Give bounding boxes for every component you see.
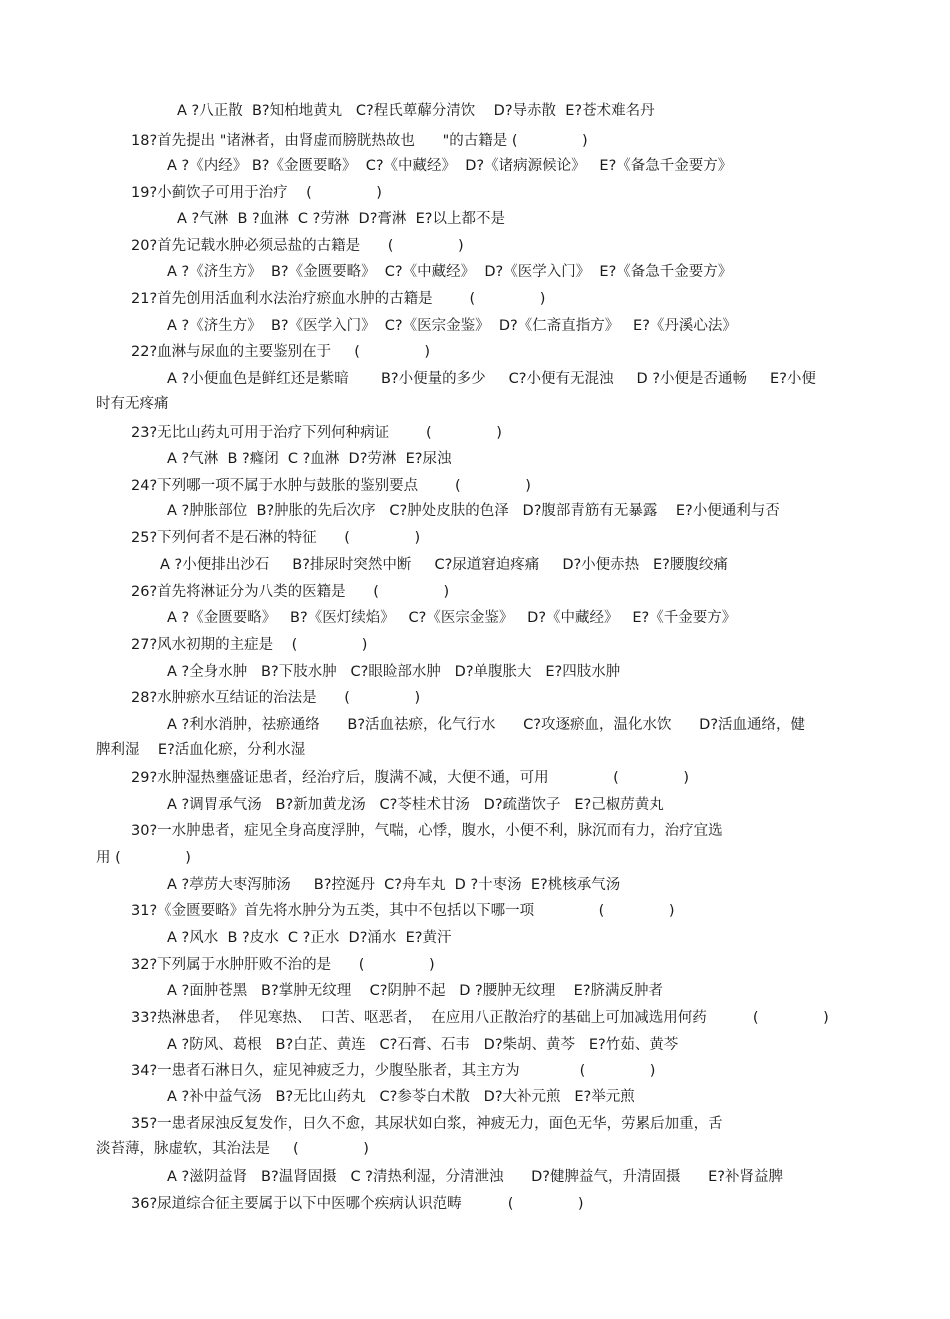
question-35-cont: 淡苔薄，脉虚软，其治法是 ( ) xyxy=(96,1141,369,1157)
question-33-options: A ?防风、葛根 B?白芷、黄连 C?石膏、石韦 D?柴胡、黄芩 E?竹茹、黄芩 xyxy=(167,1037,679,1053)
question-28-options-cont: 脾利湿 E?活血化瘀，分利水湿 xyxy=(96,742,306,758)
question-29: 29?水肿湿热壅盛证患者，经治疗后，腹满不减，大便不通，可用 ( ) xyxy=(131,770,690,786)
question-30-options: A ?葶苈大枣泻肺汤 B?控涎丹 C?舟车丸 D ?十枣汤 E?桃核承气汤 xyxy=(167,877,621,893)
question-22-options: A ?小便血色是鲜红还是紫暗 B?小便量的多少 C?小便有无混浊 D ?小便是否通畅 E?小便 xyxy=(167,371,816,387)
question-33: 33?热淋患者， 伴见寒热、 口苦、呕恶者， 在应用八正散治疗的基础上可加减选用何药 ( ) xyxy=(131,1010,829,1026)
question-18: 18?首先提出 "诸淋者，由肾虚而膀胱热故也 "的古籍是 ( ) xyxy=(131,133,588,149)
question-25-options: A ?小便排出沙石 B?排尿时突然中断 C?尿道窘迫疼痛 D?小便赤热 E?腰腹绞痛 xyxy=(160,557,728,573)
question-24-options: A ?肿胀部位 B?肿胀的先后次序 C?肿处皮肤的色泽 D?腹部青筋有无暴露 E?小便通利与否 xyxy=(167,503,780,519)
question-31: 31?《金匮要略》首先将水肿分为五类，其中不包括以下哪一项 ( ) xyxy=(131,903,675,919)
question-27: 27?风水初期的主症是 ( ) xyxy=(131,637,368,653)
question-26: 26?首先将淋证分为八类的医籍是 ( ) xyxy=(131,584,450,600)
question-17-options: A ?八正散 B?知柏地黄丸 C?程氏萆薢分清饮 D?导赤散 E?苍术难名丹 xyxy=(177,103,655,119)
question-24: 24?下列哪一项不属于水肿与鼓胀的鉴别要点 ( ) xyxy=(131,478,531,494)
question-28: 28?水肿瘀水互结证的治法是 ( ) xyxy=(131,690,421,706)
question-30: 30?一水肿患者，症见全身高度浮肿，气喘，心悸，腹水，小便不利，脉沉而有力，治疗宜选 xyxy=(131,823,723,839)
question-22-options-cont: 时有无疼痛 xyxy=(96,396,169,412)
question-22: 22?血淋与尿血的主要鉴别在于 ( ) xyxy=(131,344,431,360)
question-28-options: A ?利水消肿，祛瘀通络 B?活血祛瘀，化气行水 C?攻逐瘀血，温化水饮 D?活血通络，健 xyxy=(167,717,806,733)
question-31-options: A ?风水 B ?皮水 C ?正水 D?涌水 E?黄汗 xyxy=(167,930,452,946)
question-36: 36?尿道综合征主要属于以下中医哪个疾病认识范畴 ( ) xyxy=(131,1196,584,1212)
question-27-options: A ?全身水肿 B?下肢水肿 C?眼睑部水肿 D?单腹胀大 E?四肢水肿 xyxy=(167,664,621,680)
question-29-options: A ?调胃承气汤 B?新加黄龙汤 C?苓桂术甘汤 D?疏凿饮子 E?己椒苈黄丸 xyxy=(167,797,664,813)
question-32-options: A ?面肿苍黑 B?掌肿无纹理 C?阴肿不起 D ?腰肿无纹理 E?脐满反肿者 xyxy=(167,983,664,999)
question-20: 20?首先记载水肿必须忌盐的古籍是 ( ) xyxy=(131,238,464,254)
question-21: 21?首先创用活血利水法治疗瘀血水肿的古籍是 ( ) xyxy=(131,291,546,307)
question-35-options: A ?滋阴益肾 B?温肾固摄 C ?清热利湿，分清泄浊 D?健脾益气，升清固摄 E?补肾益脾 xyxy=(167,1169,783,1185)
question-34-options: A ?补中益气汤 B?无比山药丸 C?参苓白术散 D?大补元煎 E?举元煎 xyxy=(167,1089,635,1105)
question-30-cont: 用 ( ) xyxy=(96,850,191,866)
question-19-options: A ?气淋 B ?血淋 C ?劳淋 D?膏淋 E?以上都不是 xyxy=(177,211,505,227)
question-25: 25?下列何者不是石淋的特征 ( ) xyxy=(131,530,421,546)
question-35: 35?一患者尿浊反复发作，日久不愈，其尿状如白浆，神疲无力，面色无华，劳累后加重，舌 xyxy=(131,1116,723,1132)
question-20-options: A ?《济生方》 B?《金匮要略》 C?《中藏经》 D?《医学入门》 E?《备急千金要方》 xyxy=(167,264,733,280)
question-26-options: A ?《金匮要略》 B?《医灯续焰》 C?《医宗金鉴》 D?《中藏经》 E?《千金要方》 xyxy=(167,610,737,626)
question-21-options: A ?《济生方》 B?《医学入门》 C?《医宗金鉴》 D?《仁斋直指方》 E?《丹溪心法》 xyxy=(167,318,737,334)
question-23-options: A ?气淋 B ?癃闭 C ?血淋 D?劳淋 E?尿浊 xyxy=(167,451,452,467)
question-23: 23?无比山药丸可用于治疗下列何种病证 ( ) xyxy=(131,425,502,441)
question-18-options: A ?《内经》 B?《金匮要略》 C?《中藏经》 D?《诸病源候论》 E?《备急千金要方》 xyxy=(167,158,733,174)
question-19: 19?小蓟饮子可用于治疗 ( ) xyxy=(131,185,382,201)
question-34: 34?一患者石淋日久，症见神疲乏力，少腹坠胀者，其主方为 ( ) xyxy=(131,1063,656,1079)
question-32: 32?下列属于水肿肝败不治的是 ( ) xyxy=(131,957,435,973)
